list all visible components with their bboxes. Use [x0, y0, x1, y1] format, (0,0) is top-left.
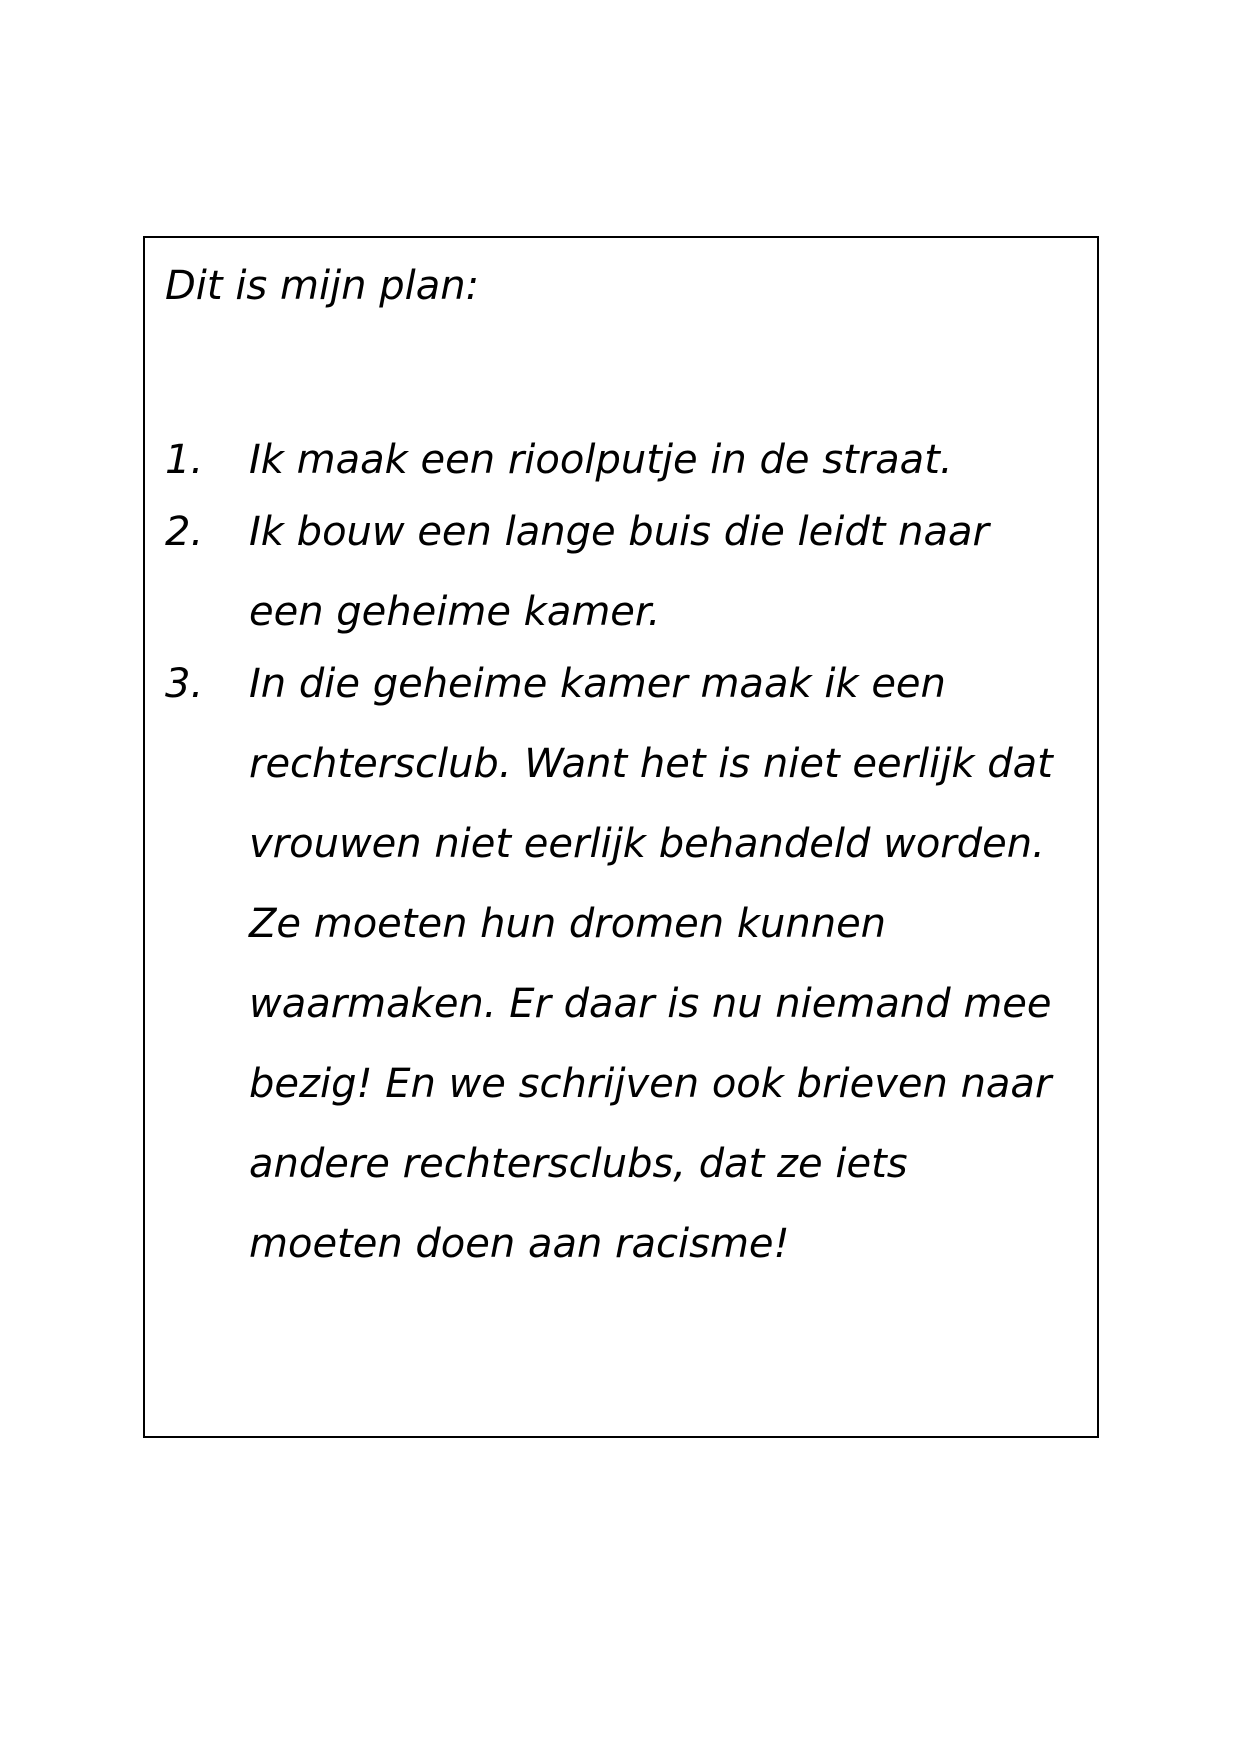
plan-item-number: 1.: [165, 437, 204, 483]
plan-item-text: Ik maak een rioolputje in de straat.: [249, 437, 953, 483]
plan-item-text: Ik bouw een lange buis die leidt naar een geheime kamer.: [249, 509, 989, 635]
plan-title: Dit is mijn plan:: [165, 263, 480, 309]
plan-box: [143, 236, 1099, 1438]
plan-item: [165, 420, 1065, 500]
plan-item-number: 3.: [165, 661, 204, 707]
plan-item-text: In die geheime kamer maak ik een rechtersclub. Want het is niet eerlijk dat vrouwen niet eerlijk behandeld worden. Ze moeten hun dromen kunnen waarmaken. Er daar is nu niemand mee bezig! En we schrijven ook brieven naar andere rechtersclubs, dat ze iets moeten doen aan racisme!: [249, 661, 1053, 1267]
plan-item: [165, 644, 1065, 1284]
plan-list: [165, 420, 1065, 1284]
plan-item: [165, 492, 1065, 652]
plan-item-number: 2.: [165, 509, 204, 555]
